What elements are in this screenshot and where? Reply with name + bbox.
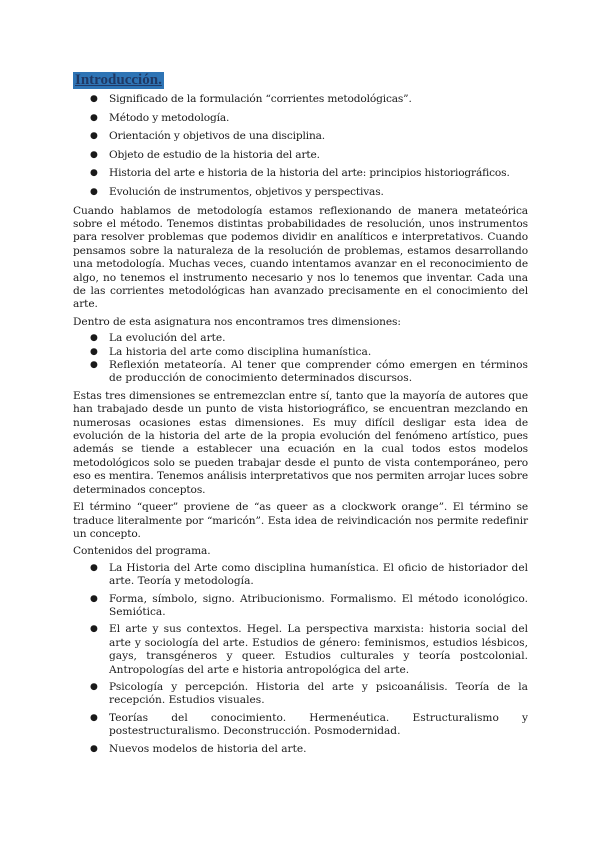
list-item: ● Historia del arte e historia de la historia del arte: principios historiográficos. bbox=[90, 167, 510, 180]
section-heading: Introducción. bbox=[75, 72, 162, 88]
bullet-icon: ● bbox=[90, 168, 98, 179]
bullet-icon: ● bbox=[90, 593, 98, 604]
list-item: ● El arte y sus contextos. Hegel. La perspectiva marxista: historia social del arte y sociología del arte. Estudios de género: feminismos, estudios lésbicos, gays, transgéneros y queer. Estudios culturales y teoría postcolonial. Antropologías del arte e historia antropológica del arte. bbox=[90, 623, 528, 676]
bullet-icon: ● bbox=[90, 562, 98, 573]
list-item: ● Evolución de instrumentos, objetivos y perspectivas. bbox=[90, 185, 384, 198]
bullet-icon: ● bbox=[90, 186, 98, 197]
bullet-icon: ● bbox=[90, 360, 98, 371]
bullet-icon: ● bbox=[90, 333, 98, 344]
paragraph-dimensions-discussion: Estas tres dimensiones se entremezclan entre sí, tanto que la mayoría de autores que han trabajado desde un punto de vista historiográfico, se encuentran mezclando en numerosas ocasiones estas dimensiones. Es muy difícil desligar esta idea de evolución de la historia del arte de la propia evolución del fenómeno artístico, pues además se tiende a establecer una ecuación en la cual todos estos modelos metodológicos solo se pueden trabajar desde el punto de vista contemporáneo, pero eso es mentira. Tenemos análisis interpretativos que nos permiten arrojar luces sobre determinados conceptos. bbox=[73, 389, 528, 496]
list-item: ● Orientación y objetivos de una disciplina. bbox=[90, 130, 326, 143]
bullet-icon: ● bbox=[90, 149, 98, 160]
list-item: ● Teorías del conocimiento. Hermenéutica. Estructuralismo y postestructuralismo. Deconstrucción. Posmodernidad. bbox=[90, 711, 528, 738]
list-item: ● La Historia del Arte como disciplina humanística. El oficio de historiador del arte. Teoría y metodología. bbox=[90, 561, 528, 588]
paragraph-queer: El término “queer” proviene de “as queer as a clockwork orange”. El término se traduce literalmente por “maricón”. Esta idea de reivindicación nos permite redefinir un concepto. bbox=[73, 501, 528, 540]
list-item: ● La evolución del arte. bbox=[90, 332, 226, 345]
bullet-icon: ● bbox=[90, 743, 98, 754]
bullet-icon: ● bbox=[90, 94, 98, 104]
list-item: ● Significado de la formulación “corrientes metodológicas”. bbox=[90, 93, 412, 105]
paragraph-methodology: Cuando hablamos de metodología estamos reflexionando de manera metateórica sobre el método. Tenemos distintas probabilidades de resolución, unos instrumentos para resolver problemas que podemos dividir en analíticos e interpretativos. Cuando pensamos sobre la naturaleza de la resolución de problemas, estamos desarrollando una metodología. Muchas veces, cuando intentamos avanzar en el reconocimiento de algo, no tenemos el instrumento necesario y nos lo tenemos que inventar. Cada una de las corrientes metodológicas han avanzado precisamente en el conocimiento del arte. bbox=[73, 204, 528, 311]
bullet-icon: ● bbox=[90, 131, 98, 142]
list-item: ● Método y metodología. bbox=[90, 111, 230, 124]
bullet-icon: ● bbox=[90, 712, 98, 723]
intro-list bbox=[73, 93, 528, 199]
bullet-icon: ● bbox=[90, 681, 98, 692]
list-item: ● Objeto de estudio de la historia del arte. bbox=[90, 148, 320, 161]
bullet-icon: ● bbox=[90, 112, 98, 123]
paragraph-dimensions-intro: Dentro de esta asignatura nos encontramos tres dimensiones: bbox=[73, 315, 401, 328]
dimensions-list bbox=[73, 332, 528, 386]
list-item: ● La historia del arte como disciplina humanística. bbox=[90, 345, 372, 358]
list-item: ● Forma, símbolo, signo. Atribucionismo. Formalismo. El método iconológico. Semiótica. bbox=[90, 592, 528, 618]
program-list bbox=[73, 562, 528, 756]
paragraph-program-title: Contenidos del programa. bbox=[73, 545, 211, 558]
bullet-icon: ● bbox=[90, 624, 98, 635]
list-item: ● Psicología y percepción. Historia del arte y psicoanálisis. Teoría de la recepción. Estudios visuales. bbox=[90, 680, 528, 707]
list-item: ● Nuevos modelos de historia del arte. bbox=[90, 742, 307, 755]
bullet-icon: ● bbox=[90, 346, 98, 357]
list-item: ● Reflexión metateoría. Al tener que comprender cómo emergen en términos de producción de conocimiento determinados discursos. bbox=[90, 359, 528, 385]
